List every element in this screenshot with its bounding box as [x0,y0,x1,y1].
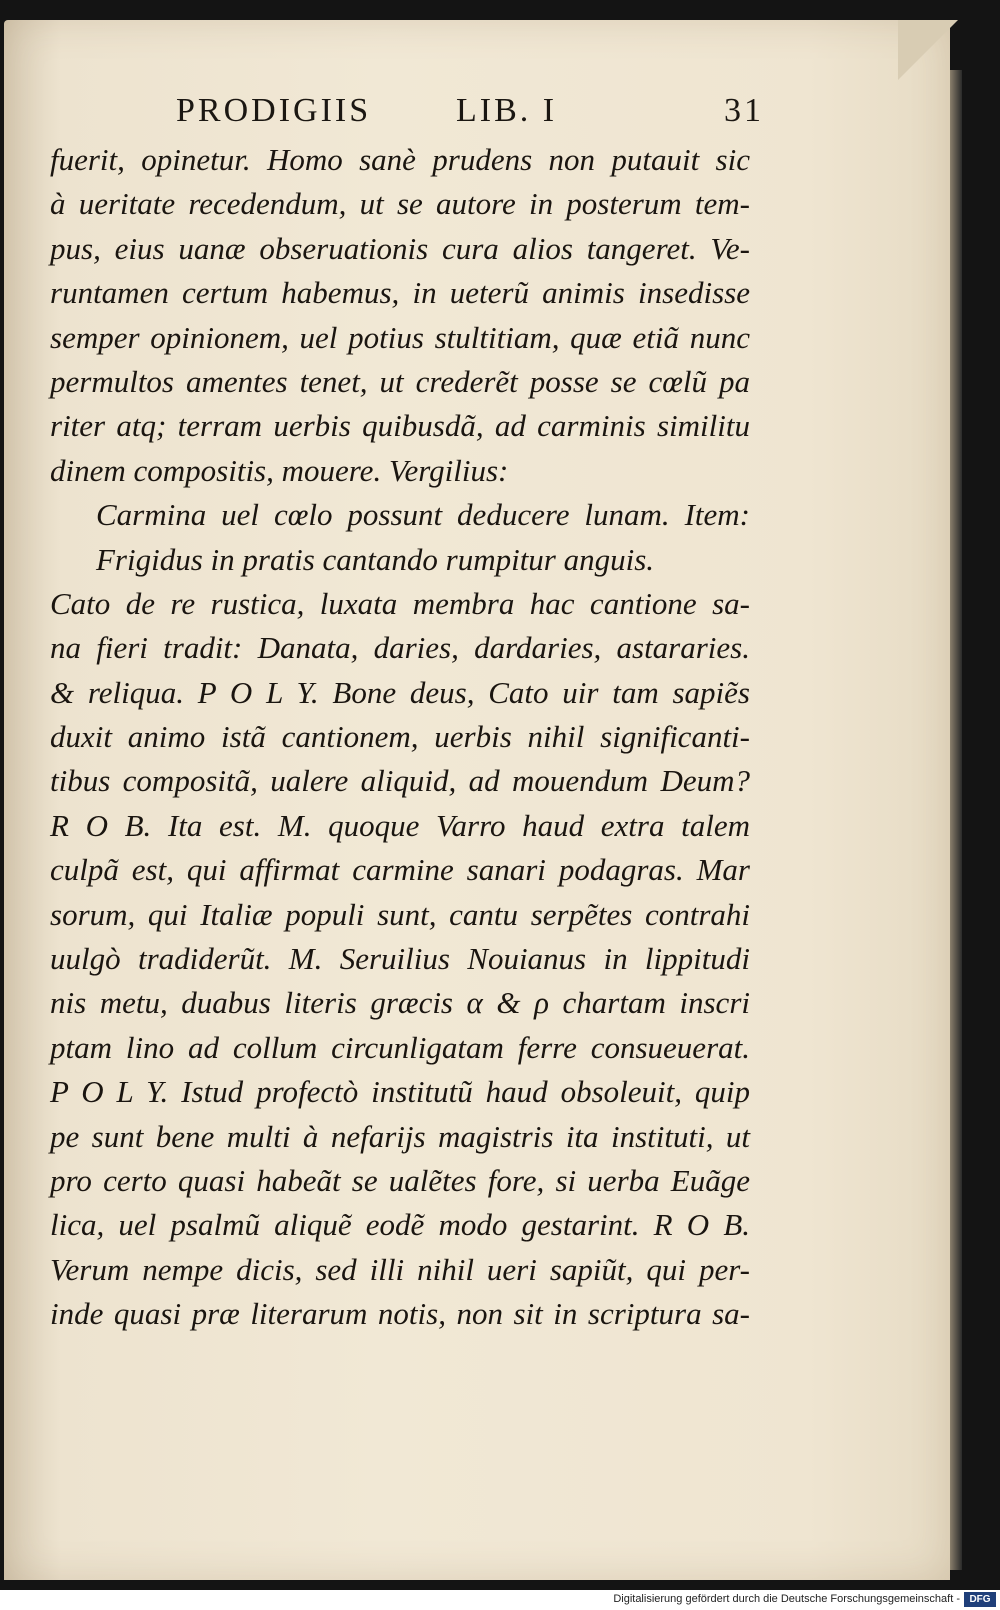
header-book: LIB. I [456,92,558,129]
text-line: duxit animo istã cantionem, uerbis nihil significanti- [50,719,750,755]
verse-line: Frigidus in pratis cantando rumpitur anguis. [96,541,655,577]
text-line: pe sunt bene multi à nefarijs magistris ita instituti, ut [50,1118,750,1154]
page-number: 31 [724,92,764,129]
body-text [50,138,750,1337]
text-line: & reliqua. P O L Y. Bone deus, Cato uir tam sapiẽs [50,674,750,710]
running-header [176,92,764,138]
footer-bar [0,1590,1000,1610]
text-line: permultos amentes tenet, ut crederẽt posse se cœlũ pa [50,363,750,399]
text-line: sorum, qui Italiæ populi sunt, cantu serpẽtes contrahi [50,896,750,932]
text-line: semper opinionem, uel potius stultitiam, quæ etiã nunc [50,319,750,355]
text-line: tibus compositã, ualere aliquid, ad mouendum Deum? [50,763,750,799]
folded-corner [898,20,958,80]
dfg-logo-icon: DFG [964,1592,996,1607]
text-line: R O B. Ita est. M. quoque Varro haud extra talem [50,807,750,843]
text-line: pro certo quasi habeãt se ualẽtes fore, si uerba Euãge [50,1162,750,1198]
text-line: P O L Y. Istud profectò institutũ haud obsoleuit, quip [50,1074,750,1110]
text-line: à ueritate recedendum, ut se autore in posterum tem- [50,186,750,222]
text-line: dinem compositis, mouere. Vergilius: [50,452,509,488]
text-line: riter atq; terram uerbis quibusdã, ad carminis similitu [50,408,750,444]
verse-line: Carmina uel cœlo possunt deducere lunam. Item: [96,497,750,533]
text-line: inde quasi præ literarum notis, non sit in scriptura sa- [50,1296,750,1332]
text-line: culpã est, qui affirmat carmine sanari podagras. Mar [50,852,750,888]
header-title: PRODIGIIS [176,92,372,129]
page-edge [950,70,962,1570]
funding-credit: Digitalisierung gefördert durch die Deutsche Forschungsgemeinschaft - [613,1593,960,1605]
text-line: uulgò tradiderũt. M. Seruilius Nouianus in lippitudi [50,941,750,977]
text-line: fuerit, opinetur. Homo sanè prudens non putauit sic [50,142,750,177]
text-line: runtamen certum habemus, in ueterũ animis insedisse [50,275,750,311]
text-line: Cato de re rustica, luxata membra hac cantione sa- [50,585,750,621]
text-line: ptam lino ad collum circunligatam ferre consueuerat. [50,1029,750,1065]
text-line: na fieri tradit: Danata, daries, dardaries, astararies. [50,630,750,666]
text-line: Verum nempe dicis, sed illi nihil ueri sapiũt, qui per- [50,1251,750,1287]
text-line: pus, eius uanæ obseruationis cura alios tangeret. Ve- [50,230,750,266]
text-line: nis metu, duabus literis græcis α & ρ chartam inscri [50,985,750,1021]
text-line: lica, uel psalmũ aliquẽ eodẽ modo gestarint. R O B. [50,1207,750,1243]
